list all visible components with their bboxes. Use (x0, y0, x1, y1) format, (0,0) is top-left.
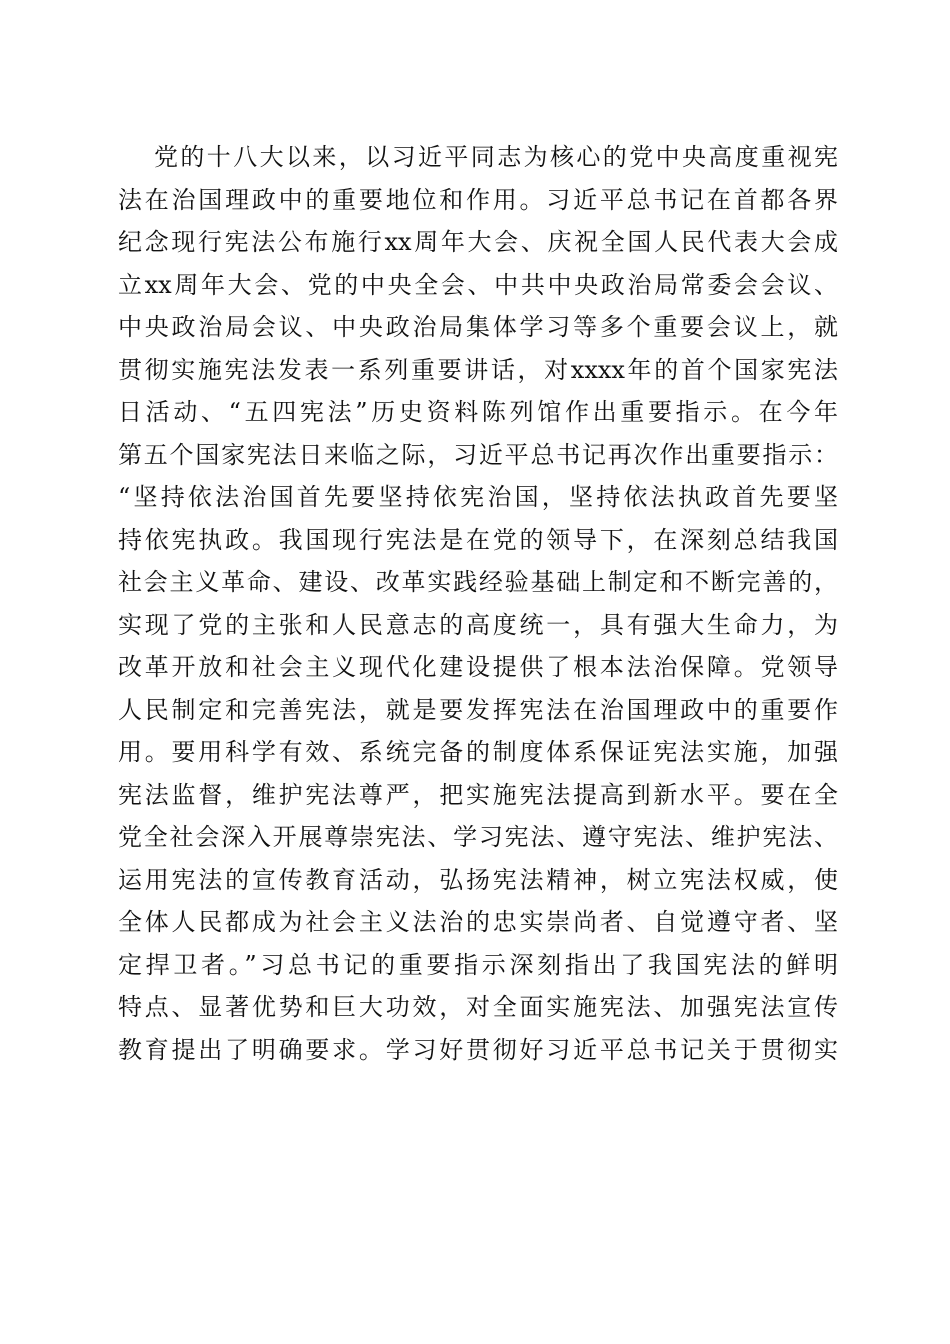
paragraph-line: 中央政治局会议、中央政治局集体学习等多个重要会议上，就 (118, 313, 838, 341)
paragraph-line: 第五个国家宪法日来临之际，习近平总书记再次作出重要指示： (118, 440, 838, 469)
body-paragraph (118, 136, 838, 1071)
paragraph-line: 党的十八大以来，以习近平同志为核心的党中央高度重视宪 (154, 143, 838, 171)
paragraph-line: 持依宪执政。我国现行宪法是在党的领导下，在深刻总结我国 (118, 525, 838, 554)
paragraph-line: 人民制定和完善宪法，就是要发挥宪法在治国理政中的重要作 (118, 695, 838, 724)
paragraph-line: 社会主义革命、建设、改革实践经验基础上制定和不断完善的， (118, 568, 838, 596)
paragraph-line: 改革开放和社会主义现代化建设提供了根本法治保障。党领导 (118, 653, 838, 681)
paragraph-line: 纪念现行宪法公布施行xx周年大会、庆祝全国人民代表大会成 (118, 228, 838, 256)
paragraph-line: 党全社会深入开展尊崇宪法、学习宪法、遵守宪法、维护宪法、 (118, 823, 838, 851)
paragraph-line: 法在治国理政中的重要地位和作用。习近平总书记在首都各界 (118, 185, 838, 214)
paragraph-line: 日活动、“五四宪法”历史资料陈列馆作出重要指示。在今年 (118, 398, 838, 426)
paragraph-line: 立xx周年大会、党的中央全会、中共中央政治局常委会会议、 (118, 270, 838, 299)
paragraph-line: 宪法监督，维护宪法尊严，把实施宪法提高到新水平。要在全 (118, 780, 838, 809)
paragraph-line: 教育提出了明确要求。学习好贯彻好习近平总书记关于贯彻实 (118, 1035, 838, 1064)
paragraph-line: 定捍卫者。”习总书记的重要指示深刻指出了我国宪法的鲜明 (118, 950, 838, 979)
paragraph-line: 特点、显著优势和巨大功效，对全面实施宪法、加强宪法宣传 (118, 993, 838, 1021)
paragraph-line: 贯彻实施宪法发表一系列重要讲话，对xxxx年的首个国家宪法 (118, 355, 838, 384)
paragraph-line: 全体人民都成为社会主义法治的忠实崇尚者、自觉遵守者、坚 (118, 908, 838, 936)
paragraph-line: 用。要用科学有效、系统完备的制度体系保证宪法实施，加强 (118, 738, 838, 766)
paragraph-line: “坚持依法治国首先要坚持依宪治国，坚持依法执政首先要坚 (118, 483, 838, 511)
paragraph-line: 运用宪法的宣传教育活动，弘扬宪法精神，树立宪法权威，使 (118, 865, 838, 894)
paragraph-line: 实现了党的主张和人民意志的高度统一，具有强大生命力，为 (118, 610, 838, 639)
